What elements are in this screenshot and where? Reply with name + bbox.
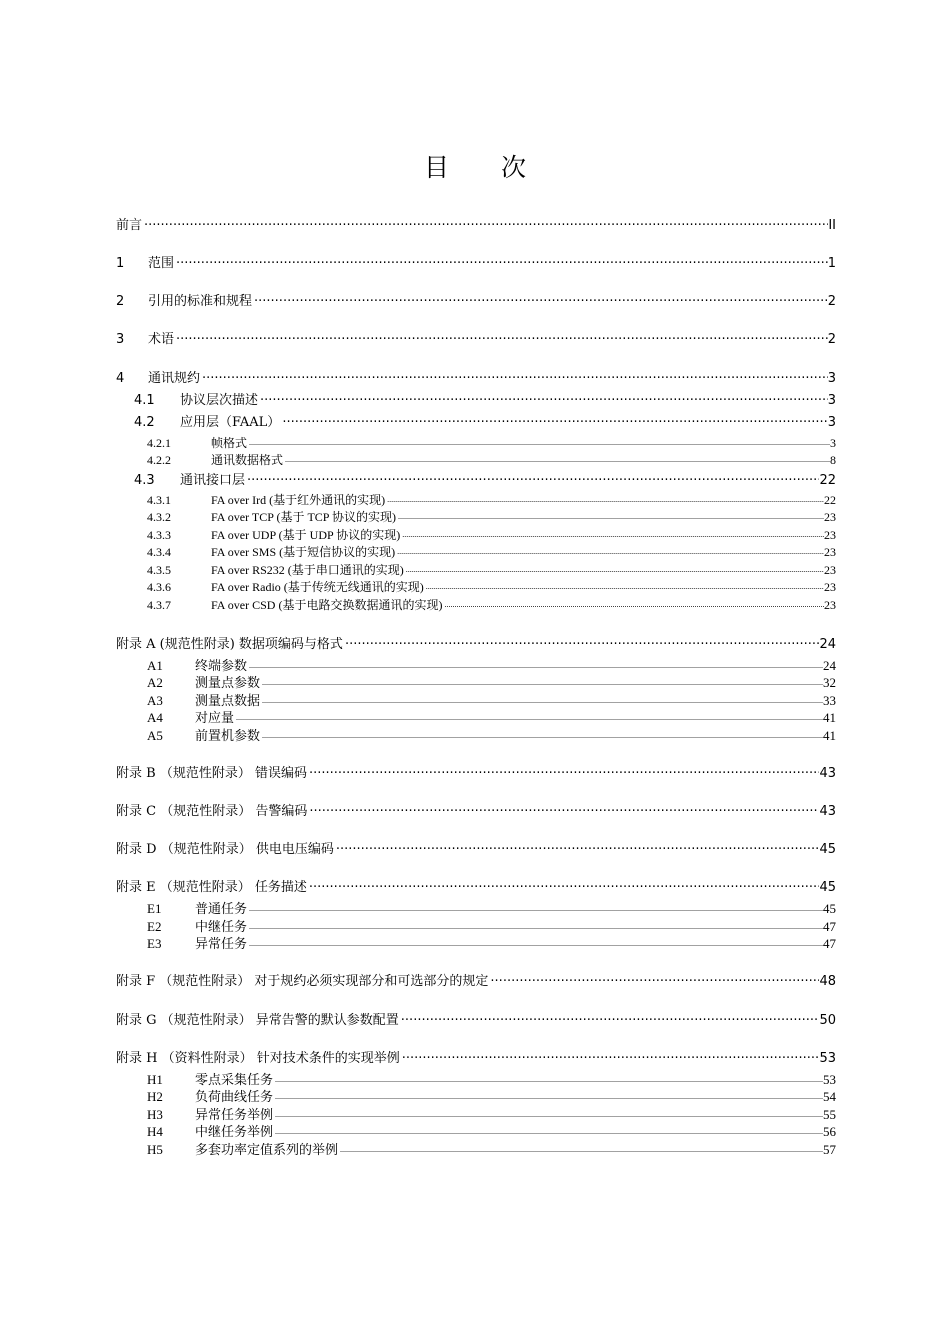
toc-entry-4-2-2[interactable] — [147, 451, 836, 468]
toc-entry-4-3-7[interactable] — [147, 596, 836, 613]
toc-page-number: 43 — [819, 804, 836, 819]
toc-page-number: 45 — [819, 880, 836, 895]
toc-entry-e3[interactable] — [147, 933, 836, 952]
toc-entry-number: H4 — [147, 1124, 163, 1139]
toc-entry-number: 4.3.3 — [147, 528, 171, 542]
dot-leader — [245, 471, 819, 484]
toc-entry-text: 多套功率定值系列的举例 — [195, 1142, 339, 1157]
toc-entry-text: 测量点参数 — [195, 675, 261, 690]
toc-page-number: 23 — [824, 545, 836, 559]
toc-entry-number: 3 — [116, 332, 125, 347]
toc-entry-text: 附录 B （规范性附录） 错误编码 — [116, 766, 307, 781]
toc-entry-number: A4 — [147, 710, 163, 725]
toc-entry-number: E3 — [147, 936, 162, 951]
toc-entry-number: 1 — [116, 256, 125, 271]
toc-entry-4-3-1[interactable] — [147, 491, 836, 508]
toc-entry-4-1[interactable] — [134, 389, 836, 408]
toc-entry-number: H2 — [147, 1089, 163, 1104]
dot-leader — [260, 732, 823, 740]
toc-entry-text: FA over CSD (基于电路交换数据通讯的实现) — [211, 598, 443, 612]
toc-page-number: 53 — [819, 1051, 836, 1066]
toc-entry-text: 中继任务举例 — [195, 1124, 274, 1139]
toc-entry-text: 附录 F （规范性附录） 对于规约必须实现部分和可选部分的规定 — [116, 974, 489, 989]
dot-leader — [396, 513, 824, 521]
toc-entry-text: FA over UDP (基于 UDP 协议的实现) — [211, 528, 401, 542]
toc-entry-text: FA over SMS (基于短信协议的实现) — [211, 545, 396, 559]
toc-page-number: 55 — [823, 1107, 836, 1122]
toc-entry-e1[interactable] — [147, 898, 836, 917]
toc-entry-appendix-c[interactable] — [116, 800, 836, 819]
dot-leader — [343, 635, 820, 648]
dot-leader — [174, 330, 828, 343]
toc-entry-text: 协议层次描述 — [180, 393, 259, 408]
toc-entry-4-3-5[interactable] — [147, 561, 836, 578]
dot-leader — [273, 1128, 823, 1136]
toc-entry-number: E1 — [147, 901, 162, 916]
toc-entry-appendix-b[interactable] — [116, 762, 836, 781]
toc-entry-number: 4.3.5 — [147, 563, 171, 577]
toc-entry-appendix-g[interactable] — [116, 1009, 836, 1028]
toc-entry-4-3[interactable] — [134, 469, 836, 488]
dot-leader — [174, 254, 828, 267]
toc-page-number: 3 — [827, 415, 836, 430]
dot-leader — [252, 292, 828, 305]
toc-page-number: 48 — [819, 974, 836, 989]
toc-page-number: 53 — [823, 1072, 836, 1087]
toc-entry-3[interactable] — [116, 328, 836, 347]
toc-page-number: 23 — [824, 510, 836, 524]
dot-leader — [260, 697, 823, 705]
toc-page-number: 45 — [819, 842, 836, 857]
toc-entry-number: 4.2 — [134, 415, 155, 430]
toc-entry-number: H3 — [147, 1107, 163, 1122]
toc-page-number: 54 — [823, 1089, 836, 1104]
toc-entry-a2[interactable] — [147, 672, 836, 691]
toc-entry-number: A2 — [147, 675, 163, 690]
toc-entry-h2[interactable] — [147, 1086, 836, 1105]
toc-page-number: 43 — [819, 766, 836, 781]
toc-entry-text: 附录 G （规范性附录） 异常告警的默认参数配置 — [116, 1013, 399, 1028]
dot-leader — [283, 456, 830, 464]
toc-entry-number: 4.2.2 — [147, 453, 171, 467]
dot-leader — [307, 878, 820, 891]
toc-entry-text: 应用层（FAAL） — [180, 415, 281, 430]
toc-entry-text: 通讯数据格式 — [211, 453, 284, 467]
dot-leader — [400, 1049, 820, 1062]
toc-page-number: 23 — [824, 563, 836, 577]
toc-entry-number: E2 — [147, 919, 162, 934]
toc-entry-a5[interactable] — [147, 725, 836, 744]
toc-entry-4-2-1[interactable] — [147, 434, 836, 451]
toc-entry-number: 4.3.2 — [147, 510, 171, 524]
toc-page-number: 47 — [823, 919, 836, 934]
toc-page-number: 32 — [823, 675, 836, 690]
toc-entry-number: 4.3.6 — [147, 580, 171, 594]
dot-leader — [395, 548, 824, 556]
dot-leader — [334, 840, 820, 853]
toc-entry-number: 4.1 — [134, 393, 155, 408]
dot-leader — [400, 531, 824, 539]
dot-leader — [273, 1076, 823, 1084]
dot-leader — [247, 905, 823, 913]
toc-entry-number: 4.3.4 — [147, 545, 171, 559]
dot-leader — [247, 923, 823, 931]
toc-page-number: 41 — [823, 710, 836, 725]
dot-leader — [385, 496, 824, 504]
dot-leader — [258, 391, 828, 404]
toc-page-number: 47 — [823, 936, 836, 951]
toc-entry-appendix-h[interactable] — [116, 1047, 836, 1066]
dot-leader — [247, 439, 830, 447]
toc-entry-text: 前言 — [116, 218, 143, 233]
toc-entry-text: 对应量 — [195, 710, 235, 725]
toc-entry-h5[interactable] — [147, 1139, 836, 1158]
toc-entry-4-3-2[interactable] — [147, 508, 836, 525]
toc-entry-h4[interactable] — [147, 1121, 836, 1140]
toc-entry-text: 异常任务举例 — [195, 1107, 274, 1122]
toc-title: 目 次 — [424, 153, 548, 182]
toc-entry-text: 术语 — [148, 332, 175, 347]
dot-leader — [260, 679, 823, 687]
dot-leader — [142, 216, 828, 229]
toc-entry-number: 4.3.1 — [147, 493, 171, 507]
toc-entry-text: 测量点数据 — [195, 693, 261, 708]
toc-entry-4-3-4[interactable] — [147, 543, 836, 560]
toc-entry-number: 4.3 — [134, 473, 155, 488]
dot-leader — [234, 714, 823, 722]
toc-entry-number: H1 — [147, 1072, 163, 1087]
toc-page-number: 33 — [823, 693, 836, 708]
dot-leader — [338, 1146, 823, 1154]
dot-leader — [488, 972, 819, 985]
toc-entry-text: 附录 A (规范性附录) 数据项编码与格式 — [116, 637, 343, 652]
toc-page-number: 22 — [824, 493, 836, 507]
toc-entry-text: FA over RS232 (基于串口通讯的实现) — [211, 563, 404, 577]
toc-page-number: 3 — [827, 371, 836, 386]
toc-entry-text: 附录 C （规范性附录） 告警编码 — [116, 804, 308, 819]
toc-page-number: 23 — [824, 598, 836, 612]
dot-leader — [247, 662, 823, 670]
dot-leader — [307, 802, 819, 815]
toc-entry-1[interactable] — [116, 252, 836, 271]
toc-page-number: 2 — [827, 332, 836, 347]
toc-page-number: 23 — [824, 580, 836, 594]
dot-leader — [273, 1093, 823, 1101]
toc-entry-text: 零点采集任务 — [195, 1072, 274, 1087]
toc-entry-text: 引用的标准和规程 — [148, 294, 253, 309]
toc-entry-foreword[interactable] — [116, 214, 836, 233]
toc-page-number: 3 — [827, 393, 836, 408]
toc-entry-number: 4.2.1 — [147, 436, 171, 450]
toc-page-number: 1 — [827, 256, 836, 271]
toc-entry-text: 帧格式 — [211, 436, 248, 450]
toc-entry-number: 2 — [116, 294, 125, 309]
toc-page-number: 50 — [819, 1013, 836, 1028]
toc-page-number: II — [828, 218, 836, 233]
toc-entry-text: 附录 H （资料性附录） 针对技术条件的实现举例 — [116, 1051, 400, 1066]
toc-page-number: 45 — [823, 901, 836, 916]
toc-entry-2[interactable] — [116, 290, 836, 309]
dot-leader — [442, 601, 824, 609]
toc-entry-appendix-f[interactable] — [116, 970, 836, 989]
dot-leader — [399, 1011, 820, 1024]
dot-leader — [247, 940, 823, 948]
toc-entry-text: 异常任务 — [195, 936, 248, 951]
toc-entry-number: H5 — [147, 1142, 163, 1157]
toc-page-number: 57 — [823, 1142, 836, 1157]
toc-entry-text: 负荷曲线任务 — [195, 1089, 274, 1104]
toc-entry-text: FA over Radio (基于传统无线通讯的实现) — [211, 580, 424, 594]
toc-entry-text: 通讯接口层 — [180, 473, 246, 488]
toc-entry-text: FA over TCP (基于 TCP 协议的实现) — [211, 510, 397, 524]
toc-entry-text: FA over Ird (基于红外通讯的实现) — [211, 493, 386, 507]
toc-entry-appendix-e[interactable] — [116, 876, 836, 895]
toc-entry-text: 附录 D （规范性附录） 供电电压编码 — [116, 842, 334, 857]
dot-leader — [273, 1111, 823, 1119]
toc-page-number: 23 — [824, 528, 836, 542]
dot-leader — [307, 764, 820, 777]
dot-leader — [280, 413, 827, 426]
dot-leader — [200, 369, 828, 382]
dot-leader — [424, 583, 824, 591]
dot-leader — [404, 566, 824, 574]
toc-entry-number: 4.3.7 — [147, 598, 171, 612]
toc-entry-text: 前置机参数 — [195, 728, 261, 743]
toc-entry-number: 4 — [116, 371, 125, 386]
toc-page-number: 22 — [819, 473, 836, 488]
toc-entry-number: A1 — [147, 658, 163, 673]
toc-page-number: 24 — [823, 658, 836, 673]
toc-entry-appendix-d[interactable] — [116, 838, 836, 857]
toc-entry-a4[interactable] — [147, 707, 836, 726]
toc-page-number: 3 — [830, 436, 836, 450]
toc-page-number: 24 — [819, 637, 836, 652]
toc-entry-4-2[interactable] — [134, 411, 836, 430]
toc-entry-appendix-a[interactable] — [116, 633, 836, 652]
toc-page-number: 2 — [827, 294, 836, 309]
toc-entry-text: 范围 — [148, 256, 175, 271]
toc-entry-4-3-6[interactable] — [147, 578, 836, 595]
toc-entry-text: 终端参数 — [195, 658, 248, 673]
toc-entry-number: A5 — [147, 728, 163, 743]
toc-entry-text: 通讯规约 — [148, 371, 201, 386]
toc-page-number: 56 — [823, 1124, 836, 1139]
toc-entry-4-3-3[interactable] — [147, 526, 836, 543]
toc-entry-text: 中继任务 — [195, 919, 248, 934]
toc-entry-text: 普通任务 — [195, 901, 248, 916]
toc-page-number: 41 — [823, 728, 836, 743]
toc-entry-number: A3 — [147, 693, 163, 708]
toc-page-number: 8 — [830, 453, 836, 467]
toc-entry-text: 附录 E （规范性附录） 任务描述 — [116, 880, 307, 895]
toc-entry-4[interactable] — [116, 367, 836, 386]
